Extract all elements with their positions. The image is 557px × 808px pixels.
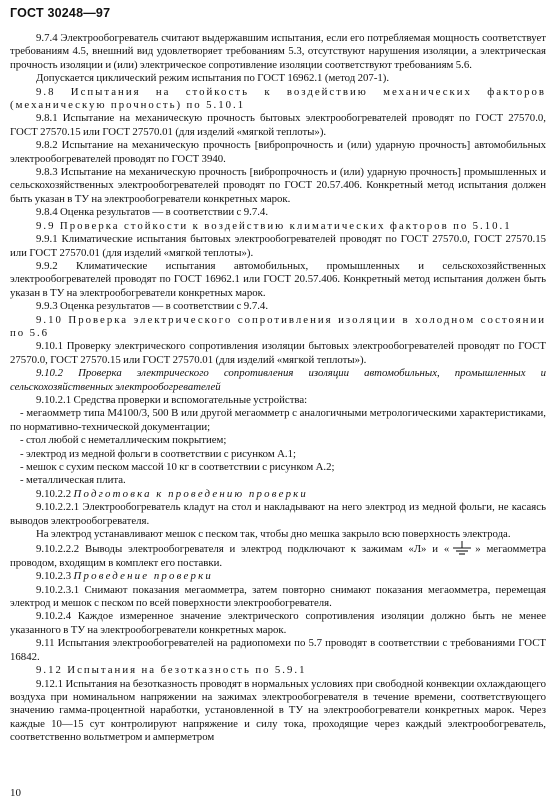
paragraph: 9.12 Испытания на безотказность по 5.9.1 xyxy=(36,664,307,677)
paragraph: 9.9.1 Климатические испытания бытовых электрообогревателей проводят по ГОСТ 27570.0, ГОСТ 27570.15 или ГОСТ 27570.01 (для изделий «мягкой теплоты»). xyxy=(10,233,546,259)
paragraph: 9.7.4 Электрообогреватель считают выдержавшим испытания, если его потребляемая мощность соответствует требованиям 4.5, внешний вид удовлетворяет требованиям 5.3, отсутствуют нарушения изоляции, а электрическая прочность изоляции и (или) электрическое сопротивление изоляции соответствуют требованиям 5.6. xyxy=(10,32,546,71)
page-number: 10 xyxy=(10,787,21,799)
subheading-title: Подготовка к проведению проверки xyxy=(73,487,309,500)
paragraph: Допускается циклический режим испытания по ГОСТ 16962.1 (метод 207-1). xyxy=(36,72,390,85)
paragraph: 9.9.3 Оценка результатов — в соответствии с 9.7.4. xyxy=(36,300,269,313)
subheading-title: Проведение проверки xyxy=(73,570,213,583)
paragraph: - мешок с сухим песком массой 10 кг в соответствии с рисунком А.2; xyxy=(20,461,335,473)
section-9-10-2-2-1 xyxy=(10,501,546,541)
paragraph: 9.10.1 Проверку электрического сопротивления изоляции бытовых электрообогревателей проводят по ГОСТ 27570.0, ГОСТ 27570.15 или ГОСТ 27570.01 (для изделий «мягкой теплоты»). xyxy=(10,340,546,366)
paragraph: 9.12.1 Испытания на безотказность проводят в нормальных условиях при свободной конвекции охлаждающего воздуха при номинальном напряжении на зажимах электрообогревателя в течение времени, соответствующего значению гамма-процентной наработки, установленной в ТУ на электрообогреватели конкретных марок. Через каждые 10—15 сут контролируют напряжение и силу тока, проходящие через каждый электрообогреватель, соответственно вольтметром и амперметром xyxy=(10,677,546,744)
paragraph: 9.11 Испытания электрообогревателей на радиопомехи по 5.7 проводят в соответствии с требованиями ГОСТ 16842. xyxy=(10,637,546,663)
paragraph: 9.10.2.4 Каждое измеренное значение электрического сопротивления изоляции должно быть не менее указанного в ТУ на электрообогреватели конкретных марок. xyxy=(10,610,546,636)
paragraph: - мегаомметр типа М4100/3, 500 В или другой мегаомметр с аналогичными метрологическими характеристиками, по нормативно-технической документации; xyxy=(10,407,546,433)
paragraph: 9.8.2 Испытание на механическую прочность [вибропрочность и (или) ударную прочность] автомобильных электрообогревателей проводят по ГОСТ 3940. xyxy=(10,139,546,165)
ground-icon xyxy=(451,541,473,555)
paragraph: 9.10.2.3.1 Снимают показания мегаомметра, затем повторно снимают показания мегаомметра, перемещая электрод и мешок с песком по всей поверхности электрообогревателя. xyxy=(10,583,546,610)
paragraph: 9.8.4 Оценка результатов — в соответствии с 9.7.4. xyxy=(36,206,269,219)
paragraph-text-before: 9.10.2.2.2 Выводы электрообогревателя и электрод подключают к зажимам «Л» и « xyxy=(36,543,450,556)
document-header: ГОСТ 30248—97 xyxy=(10,6,111,20)
document-body xyxy=(10,32,546,745)
subheading-9-10-2-2 xyxy=(10,488,546,501)
subheading-number: 9.10.2.2 xyxy=(36,487,72,500)
paragraph-9-10-2-2-2 xyxy=(10,541,546,570)
paragraph: - металлическая плита. xyxy=(20,474,126,487)
subheading-number: 9.10.2.3 xyxy=(36,570,72,583)
paragraph: 9.9 Проверка стойкости к воздействию климатических факторов по 5.10.1 xyxy=(36,219,512,232)
subheading-9-10-2-3 xyxy=(10,570,546,583)
paragraph: 9.10.2 Проверка электрического сопротивления изоляции автомобильных, промышленных и сельскохозяйственных электрообогревателей xyxy=(10,367,546,393)
paragraph: 9.10 Проверка электрического сопротивления изоляции в холодном состоянии по 5.6 xyxy=(10,313,546,339)
paragraph: 9.8.3 Испытание на механическую прочность [вибропрочность и (или) ударную прочность] промышленных и сельскохозяйственных электрообогревателей проводят по ГОСТ 20.57.406. Конкретный метод испытания должен быть указан в ТУ на электрообогреватели конкретных марок. xyxy=(10,166,546,205)
section-9-7-to-9-10-2-1 xyxy=(10,32,546,488)
paragraph: 9.10.2.2.1 Электрообогреватель кладут на стол и накладывают на него электрод из медной фольги, не касаясь выводов электрообогревателя. xyxy=(10,501,546,527)
paragraph: 9.9.2 Климатические испытания автомобильных, промышленных и сельскохозяйственных электрообогревателей проводят по ГОСТ 16962.1 или ГОСТ 20.57.406. Конкретный метод испытания должен быть указан в ТУ на электрообогреватели конкретных марок. xyxy=(10,259,546,299)
paragraph: 9.8.1 Испытание на механическую прочность бытовых электрообогревателей проводят по ГОСТ 27570.0, ГОСТ 27570.15 или ГОСТ 27570.01 (для изделий «мягкой теплоты»). xyxy=(10,112,546,138)
paragraph: - стол любой с неметаллическим покрытием; xyxy=(20,434,227,447)
paragraph: 9.10.2.1 Средства проверки и вспомогательные устройства: xyxy=(36,393,308,406)
paragraph: На электрод устанавливают мешок с песком так, чтобы дно мешка закрыло всю поверхность электрода. xyxy=(36,528,511,541)
paragraph: - электрод из медной фольги в соответствии с рисунком А.1; xyxy=(20,447,296,460)
paragraph-text-after: » мегаомметра проводом, входящим в комплект его поставки. xyxy=(10,543,546,569)
paragraph: 9.8 Испытания на стойкость к воздействию механических факторов (механическую прочность) по 5.10.1 xyxy=(10,85,546,112)
section-9-10-2-3-to-9-12-1 xyxy=(10,584,546,745)
